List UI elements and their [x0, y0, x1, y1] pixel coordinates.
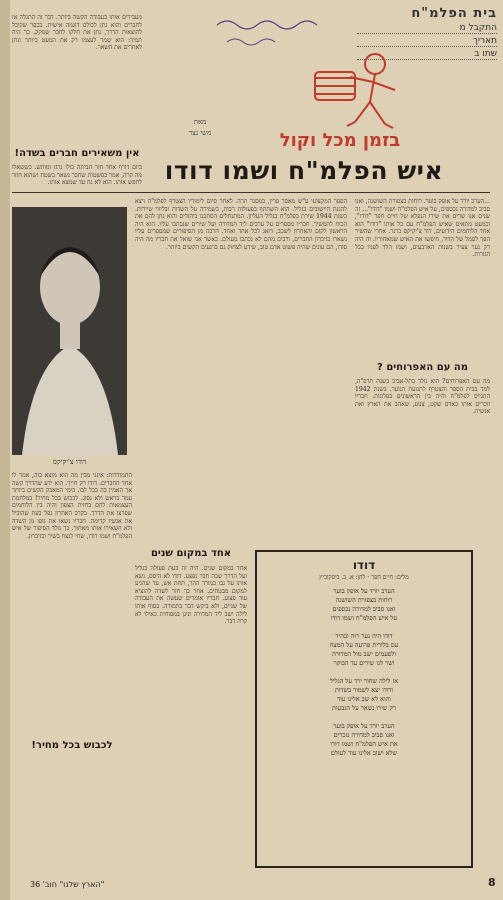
poem-line	[263, 668, 465, 677]
archive-shelf-row: שתו ב	[357, 49, 497, 60]
portrait-silhouette	[12, 207, 127, 455]
poem-line: והוא לא שב אלינו עוד	[337, 695, 391, 703]
page-number: 8	[488, 876, 496, 889]
byline-label: מאת	[193, 118, 207, 126]
poem-line: על איש הפלמ"ח ושמו דודו	[330, 614, 398, 622]
poem-line: ואנו סביב למדורה נכספים	[332, 605, 396, 613]
archive-received-row: התקבל מ	[357, 23, 497, 34]
poem-line: רוחות בצפורת השושנה	[335, 596, 393, 604]
poem-box	[255, 550, 473, 868]
footer-publication: "הארץ שלנו" חוב' 36	[30, 880, 105, 889]
poem-line: את איש הפלמ"ח ושמו דודו	[330, 740, 398, 748]
subhead-whose-lives: אין משאירים חברים בשדה!	[14, 148, 140, 159]
cartoon-drummer-logo	[255, 42, 425, 152]
poem-line: ושר לנו שירים עד הבוקר	[333, 659, 395, 667]
article-col-center-b: אחד במקום שנים. היה זה בעת פעולה בגליל ועל הדרך שבה חבר נפצע. דודו לא היסס, נשא אותו על גבו במורד ההר, תחת אש, עד שהגיע למקום מבטחים. אחר כך חזר לשדה להוציא עוד פצוע. חבריו אומרים שעשה את העבודה של שניים, ולא ביקש דבר בתמורה. בסוף אותו לילה ישב ליד המדורה וניגן במפוחית כאילו לא קרה דבר.	[135, 565, 247, 626]
subhead-one-of-fallen: אחד במקום שנים	[150, 548, 232, 559]
article-col-center: הספר המקצועי ע"ש מאסר פרין, במסגר תרה. לאחר סיום לימודיו הצטרף לפלמ"ח ויצא להגנת היישובים בגליל. הוא השתתף בפעולות רבות, בשמירה על השדות ובליווי שיירות. בשנת 1944 שירת בפלמ"ח בגליל העליון. המתנחלים הסתכנו ביהודים והוא נתן להם את הכוח להמשיך. חבריו מספרים על ערבים ליד המדורה ועל שירים שנכתבו עליו. הוא היה הראשון לקום והאחרון לשכב, דואג לכל אחד ואחד. הרבה מן הסיפורים שמספרים עליו נשארו בזיכרון החברים, ורבים מהם לא נכתבו מעולם. כאשר אני שואל את חבריו מה היה סודו, הם עונים שהיה פשוט אדם טוב, שידע לצחוק גם ברגעים הקשים ביותר.	[135, 198, 347, 251]
article-col-left-b: ביום דורף אחד חזר הביתה כולו נרגז ומותש. כששאלו מה קרה, אמר בפשטות שחבר נשאר בשטח ושהוא חוזר לחפש אותו. הוא לא נח עד שמצא אותו.	[12, 164, 142, 187]
article-col-right-a: ...הערב יורד על אופק בוער. רוחות בצפורת השושנה, ואנו סביב למדורה נכספים, על איש הפלמ"ח ושמו "דודו"... זה שנים אנו שרים את שירו הנפלא של חיים חפר "דודו", וכמעט מתאים שאיש הפלמ"ח עם כל אותו "דודו" הוא אחד הלוחמים הידועים, דוד צ'יקיקס ברנר. אחרי שהשיר הפך לסמל של הדור, חיפשו את האיש שמאחוריו. זה היה רק נער צעיר בשנות הארבעים, ושמו הלך לפניו בכל הגזרות.	[355, 198, 490, 259]
byline	[160, 118, 240, 140]
poem-title: דודו	[352, 558, 376, 572]
photo-caption: דודו צ'יקיקס	[52, 458, 87, 466]
headline: איש הפלמ"ח ושמו דודו	[164, 156, 444, 185]
poem-line: ואנו סביב למדורה נזכרים	[333, 731, 395, 739]
poem-line: אז לילה שחור ירד על הגליל	[329, 677, 399, 685]
poem-line: ולפעמים ישב מול המדורה	[332, 650, 396, 658]
poem-line	[263, 713, 465, 722]
poem-body	[263, 587, 465, 758]
archive-date-row: תאריך	[357, 36, 497, 47]
poem-credit: מלים: חיים חפר · לחן: א. ב. ביסקוביץ	[319, 574, 409, 581]
poem-line	[263, 623, 465, 632]
portrait-photo	[12, 207, 127, 455]
article-col-right-b: מה עם האפרוחים? הוא נולד בתל-אביב בשנת תרפ"ה, למד בבית הספר והצטרף לתנועת הנוער. בשנת 1942 התגייס לפלמ"ח והיה בין הראשונים בפלוגות. חבריו זוכרים אותו כאדם שקט, צנוע, שאהב את הארץ ואת אנשיה.	[355, 378, 490, 416]
byline-author: משי נצר	[188, 129, 212, 137]
poem-line: רק שירו נשאר על הגבעות	[332, 704, 396, 712]
page-edge	[0, 0, 10, 900]
poem-line: עם בלורית פרועה על המצח	[329, 641, 399, 649]
poem-line: הערב יורד על אופק בוער	[333, 722, 395, 730]
logo-text: בזמן מכל וקול	[279, 130, 401, 151]
article-col-left-bottom: התמודדות: אינני מבין מה הוא מוצא בזה, אמר לו אחד החברים. דודו רק חייך. הוא ידע שהדרך קשה אך האמין בה בכל לבו. בימי המאבק הקשים ביותר עמד בראש ולא נסוג. לכבוש בכל מחיר! במלחמת העצמאות לחם בחזית הצפון והיה בין הלוחמים שפרצו את הדרך. בקרב האחרון נפל בעת שהוביל את אנשיו קדימה. חבריו נשאו את גופו מן השדה ולא השאירו אותו מאחור. כך נולד הסיפור של איש הפלמ"ח ושמו דודו, שחי לנצח בשיר ובזיכרון.	[12, 472, 132, 540]
subhead-no-prize: לכבוש בכל מחיר!	[31, 740, 113, 751]
article-col-left-top: מעבירים אותו בעבודה הקשה ביותר. דבר זה התגלה אז לחברים והוא נתן לכולם דוגמה אישית. בכפר שקיבל להוצאות הדרך, נתן את חלקו לחבר שנזקק. כך היה תמיד: הוא שמר לעצמו רק את המעט ביותר ונתן לאחרים את השאר.	[12, 14, 142, 52]
poem-line: הערב יורד על אופק בוער	[333, 587, 395, 595]
poem-line: שלא ישוב אלינו עוד לעולם	[330, 749, 398, 757]
poem-line: דודו היה נער רזה ובהיר	[335, 632, 393, 640]
subhead-fragments: מה עם האפרוחים ?	[377, 362, 468, 373]
poem-line: ודודו יצא לשמור בשדות	[334, 686, 394, 694]
archive-title: בית הפלמ"ח	[411, 6, 497, 21]
